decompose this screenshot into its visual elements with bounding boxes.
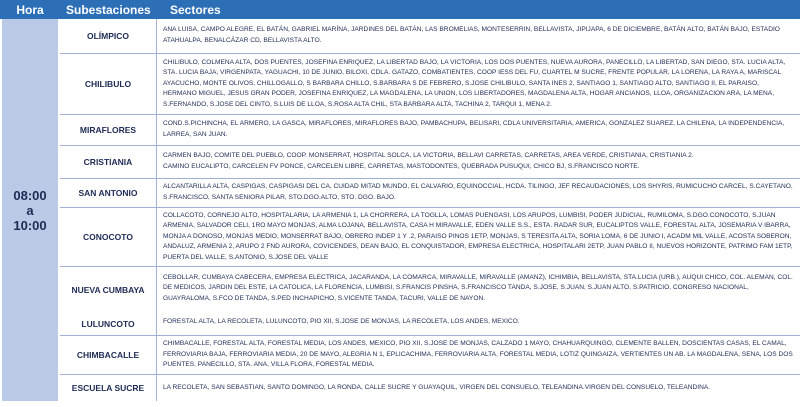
sectors-text-2: CAMINO EUCALIPTO, CARCELEN FV PONCE, CARCELEN LIBRE, CARRETAS, MASTODONTES, QUEBRADA PUSUQUI, CHICO BJ, S.FRANCISCO NORTE. — [163, 163, 640, 170]
sectors-text: CEBOLLAR, CUMBAYA CABECERA, EMPRESA ELECTRICA, JACARANDA, LA COMARCA, MIRAVALLE, MIRAVALLE (AMANZ), ICHIMBIA, BELLAVISTA, STA.LUCIA (URB.), AUQUI CHICO, COL. ALEMAN, COL. DE MEDICOS, JARDIN DEL ESTE, LA CATOLICA, LA FLORENCIA, LUMBISI, S.FRANCIS PINSHA, S.FRANCISCO TANDA, S.JOSE, S.JUAN, S.JUAN ALTO, S.PATRICIO, CONGRESO NACIONAL, GUAYRALOMA, S.FCO DE TANDA, S.PED INCHAPICHO, S.VICENTE TANDA, TACURI, VALLE DE NAYON. — [163, 273, 793, 302]
table-row-combined — [60, 267, 800, 336]
header-sectores: Sectores — [170, 2, 221, 17]
table-row — [60, 375, 800, 401]
substation-name: OLÍMPICO — [60, 19, 157, 53]
sectors-text: CHIMBACALLE, FORESTAL ALTA, FORESTAL MEDIA, LOS ANDES, MEXICO, PIO XII, S.JOSE DE MONJAS, CALZADO 1 MAYO, CHAHUARQUINGO, CLEMENTE BALLEN, DOSCIENTAS CASAS, EL CAMAL, FERROVIARIA BAJA, FERROVIARIA MEDIA, 20 DE MAYO, ALEGRIA N 1, EPLICACHIMA, FERROVIARIA ALTA, FORESTAL MEDIA, LOTIZ QUINGAIZA, VERTIENTES UN AB. LA MAGDALENA, SENA, LOS DOS PUENTES, PANECILLO, STA. ANA, VILLA FLORA, FORESTAL MEDIA. — [163, 340, 793, 369]
table-row — [60, 19, 800, 54]
substation-name: CONOCOTO — [60, 208, 157, 266]
substation-name: NUEVA CUMBAYA — [71, 284, 145, 295]
time-separator: a — [26, 202, 34, 218]
sectors-text: COLLACOTO, CORNEJO ALTO, HOSPITALARIA, LA ARMENIA 1, LA CHORRERA, LA TOGLLA, LOMAS PUENGASI, LOS ARUPOS, LUMBISI, PODER JUDICIAL, RUMILOMA, S.DGO.CONOCOTO, S.JUAN ARMENIA, SALVADOR CELI, 1RO MAYO MONJAS, ALMA LOJANA, BELLAVISTA, CASA H MIRAVALLE, EDEN VALLE S.S., ESTA. RADAR SUR, EUCALIPTOS VALLE, FORESTAL ALTA, JOSEMARIA V IBARRA, MONJA A DONOSO, MONJAS MEDIO, MONSERRAT BAJO, OBRERO INDEP 1 Y .2, PARAISO PINOS 1ETP, MONJAS, S TERESITA ALTA, SORIA LOMA, 6 DE JUNIO I, ACADM MIL VALLE, ACOSTA SOBERON, ANDALUZ, ARMENIA 2, ARUPO 2 FND AURORA, COVICENDES, DEAN BAJO, EL CONQUISTADOR, EMPRESA ELECTRICA, HOSPITALARI 2ETP, JUAN PABLO II, NUEVOS HORIZONTE, PATRIMO FAM 1ETP, PUERTA DEL VALLE, S.ANTONIO, S.JOSE DEL VALLE — [163, 211, 793, 261]
time-range-cell — [2, 19, 58, 401]
table-row — [60, 115, 800, 146]
sectors-text: FORESTAL ALTA, LA RECOLETA, LULUNCOTO, PIO XII, S.JOSE DE MONJAS, LA RECOLETA, LOS ANDES, MEXICO. — [163, 318, 520, 326]
time-end: 10:00 — [13, 217, 47, 233]
combined-sectors — [157, 267, 800, 335]
header-hora: Hora — [16, 2, 44, 17]
substation-name: CHIMBACALLE — [60, 336, 157, 374]
sectors-text: COND.S.PICHINCHA, EL ARMERO, LA GASCA, MIRAFLORES, MIRAFLORES BAJO, PAMBACHUPA, BELISARI, CDLA UNIVERSITARIA, AMERICA, GONZALEZ SUAREZ, LA CHILENA, LA INDEPENDENCIA, LARREA, SAN JUAN. — [163, 120, 785, 138]
table-row — [60, 146, 800, 179]
table-row — [60, 54, 800, 115]
combined-row — [60, 267, 800, 335]
sectors-text: CARMEN BAJO, COMITE DEL PUEBLO, COOP. MONSERRAT, HOSPITAL SOLCA, LA VICTORIA, BELLAVI CARRETAS, CARRETAS, AREA VERDE, CRISTIANIA, CRISTIANIA 2. — [163, 152, 694, 160]
sectors-block — [157, 146, 800, 178]
table-row — [60, 179, 800, 208]
rows-container — [60, 19, 800, 401]
time-start: 08:00 — [13, 187, 47, 203]
sectors-text: LA RECOLETA, SAN SEBASTIAN, SANTO DOMINGO, LA RONDA, CALLE SUCRE Y GUAYAQUIL, VIRGEN DEL CONSUELO, TELEANDINA.VIRGEN DEL CONSUELO, TELEANDINA. — [163, 383, 711, 391]
sectors-text: CHILIBULO, COLMENA ALTA, DOS PUENTES, JOSEFINA ENRIQUEZ, LA LIBERTAD BAJO, LA VICTORIA, LOS DOS PUENTES, NUEVA AURORA, PANECILLO, LA LIBERTAD, SAN DIEGO, STA. LUCIA ALTA, STA. LUCIA BAJA, VIRGENPATA, YAGUACHI, 10 DE JUNIO, BILOXI, CDLA. GATAZO, COMBATIENTES, COOP IESS DEL FU, CUARTEL M SUCRE, FRENTE POPULAR, LA LORENA, LA RAYA A, MARISCAL AYACUCHO, MONTE OLIVOS, CHILLOGALLO, S BARBARA CHILLO, S.BARBARA S DE FEBRERO, S.JOSE CHILIBULO, SANTA INES 2, SANTIAGO 1, SANTIAGO ALTO, SANTIAGO II, EL PARAISO, HERMANO MIGUEL, JESUS GRAN PODER, JOSEFINA ENRIQUEZ, LA MAGDALENA, LA UNION, LOS LIBERTADORES, MAGDALENA ALTA, HOGAR ANCIANOS, LLOA, ORGANIZACION ARA, LA MENA, S.FERNANDO, S.JOSE DEL CINTO, S.LUIS DE LLOA, S.ROSA ALTA CHIL, STA BARBARA ALTA, TACHINA 2, TARQUI 1, MENA 2. — [163, 58, 786, 108]
substation-name: SAN ANTONIO — [60, 179, 157, 207]
sectors-text: ANA LUISA, CAMPO ALEGRE, EL BATÁN, GABRIEL MARÍNA, JARDINES DEL BATÁN, LAS BROMELIAS, MONTESERRIN, BELLAVISTA, JIPIJAPA, 6 DE DICIEMBRE, BATÁN ALTO, BATÁN BAJO, ESTADIO ATAHUALPA, BENALCÁZAR CD, BELLAVISTA ALTO. — [163, 26, 780, 44]
substation-name: MIRAFLORES — [60, 115, 157, 145]
table-row — [60, 336, 800, 375]
table-body — [0, 19, 800, 401]
table-row — [60, 208, 800, 267]
table-header — [0, 0, 800, 19]
sectors-text: ALCANTARILLA ALTA, CASPIGAS, CASPIGASI DEL CA, CUIDAD MITAD MUNDO, EL CALVARIO, EQUINOCCIAL, HCDA. TILINGO, JEF RECAUDACIONES, LOS SHYRIS, RUMICUCHO CARCEL, S.CAYETANO, S.FRANCISCO, SANTA SENIORA PILAR, STO.DGO.ALTO, STO. DGO. BAJO. — [163, 183, 793, 201]
substation-name: CRISTIANIA — [60, 146, 157, 178]
substation-name: ESCUELA SUCRE — [60, 375, 157, 401]
combined-substations — [60, 267, 157, 335]
substation-name: LULUNCOTO — [81, 318, 135, 329]
header-subestaciones: Subestaciones — [66, 2, 151, 17]
substation-name: CHILIBULO — [60, 54, 157, 114]
